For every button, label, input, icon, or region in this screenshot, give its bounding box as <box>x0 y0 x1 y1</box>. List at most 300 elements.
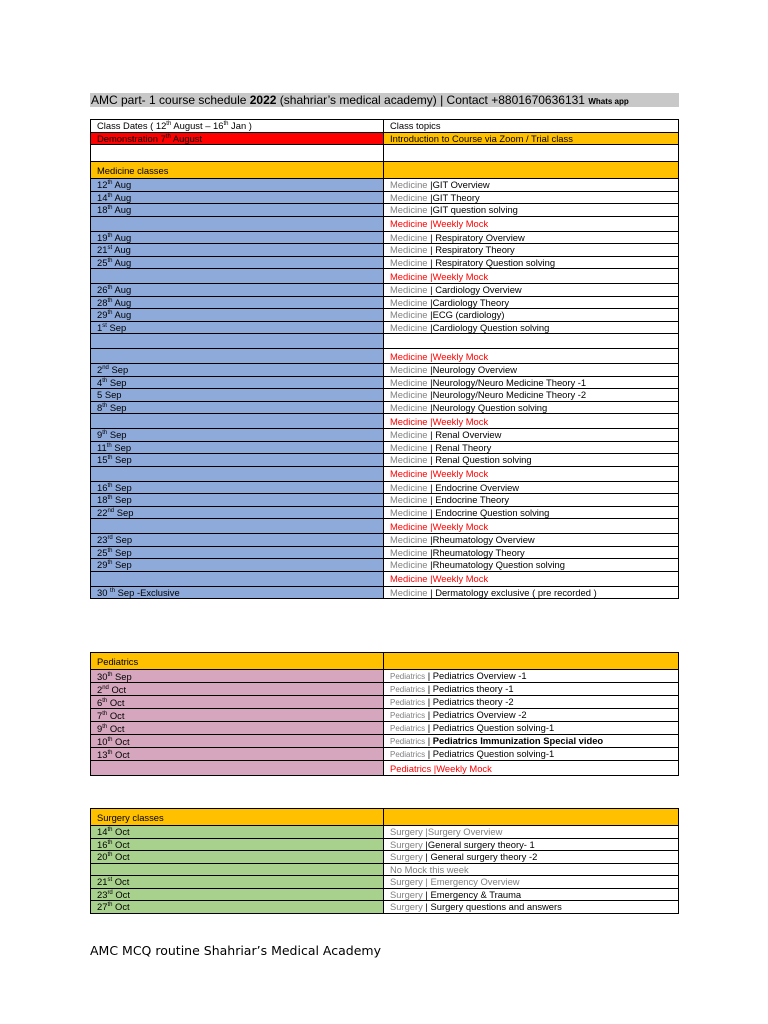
subject-label: Medicine <box>390 350 428 362</box>
topic-text: Cardiology Question solving <box>432 321 550 333</box>
topic-text: Weekly Mock <box>432 270 489 282</box>
class-date <box>91 851 384 864</box>
class-date <box>91 683 384 696</box>
class-topic <box>384 571 679 586</box>
date-month: Aug <box>112 191 132 203</box>
class-date <box>91 559 384 572</box>
class-topic <box>384 191 679 204</box>
date-ordinal: th <box>107 205 113 212</box>
schedule-row <box>91 709 679 722</box>
schedule-row <box>91 256 679 269</box>
topic-text: GIT question solving <box>432 204 518 216</box>
schedule-row <box>91 481 679 494</box>
date-number: 30 <box>97 670 108 682</box>
date-number: 5 Sep <box>97 389 122 401</box>
class-topic <box>384 364 679 377</box>
topic-text: Weekly Mock <box>432 218 489 229</box>
separator: | <box>425 735 433 746</box>
topic-text: GIT Theory <box>432 191 480 203</box>
schedule-row <box>91 826 679 839</box>
class-topic <box>384 722 679 735</box>
date-number: 8 <box>97 401 103 413</box>
topic-text: Emergency Overview <box>430 876 520 888</box>
date-number: 19 <box>97 231 108 243</box>
subject-label: Medicine <box>390 179 428 191</box>
separator: | <box>427 296 433 308</box>
separator: | <box>427 429 436 441</box>
class-topic <box>384 376 679 389</box>
subject-label: Medicine <box>390 481 428 493</box>
schedule-row <box>91 231 679 244</box>
class-date <box>91 670 384 683</box>
class-date <box>91 506 384 519</box>
date-number: 29 <box>97 309 108 321</box>
subject-label: Medicine <box>390 586 428 598</box>
date-number: 28 <box>97 296 108 308</box>
subject-label: Medicine <box>390 415 428 427</box>
class-topic <box>384 888 679 901</box>
subject-label: Medicine <box>390 401 428 413</box>
class-date <box>91 296 384 309</box>
date-month: Sep <box>114 506 134 518</box>
class-topic <box>384 863 679 876</box>
demo-row <box>91 132 679 145</box>
topic-text: Surgery questions and answers <box>430 901 562 913</box>
topic-text: Pediatrics Immunization Special video <box>432 735 604 746</box>
topic-text: Cardiology Theory <box>432 296 510 308</box>
date-number: 25 <box>97 546 108 558</box>
class-topic <box>384 321 679 334</box>
class-topic <box>384 709 679 722</box>
class-topic <box>384 901 679 914</box>
subject-label: Medicine <box>390 218 428 229</box>
date-number: 18 <box>97 494 108 506</box>
class-dates-header: Class Dates ( 12th August – 16th Jan ) <box>91 120 384 133</box>
separator: | <box>425 709 433 720</box>
class-topic <box>384 481 679 494</box>
topic-text: Rheumatology Theory <box>432 546 525 558</box>
topic-text: ECG (cardiology) <box>432 309 505 321</box>
class-date <box>91 256 384 269</box>
subject-label: Medicine <box>390 364 428 376</box>
date-ordinal: th <box>106 442 112 449</box>
topic-text: Dermatology exclusive ( pre recorded ) <box>435 586 597 598</box>
schedule-row <box>91 534 679 547</box>
schedule-row <box>91 334 679 349</box>
separator: | <box>427 415 433 427</box>
separator: | <box>422 826 428 838</box>
date-ordinal: th <box>107 180 113 187</box>
topic-text: Rheumatology Overview <box>432 534 535 546</box>
topic-text: Renal Theory <box>435 441 492 453</box>
date-month: Sep <box>106 321 127 333</box>
class-topic <box>384 179 679 192</box>
subject-label: Medicine <box>390 270 428 282</box>
topic-text: Weekly Mock <box>432 520 489 532</box>
class-topic <box>384 838 679 851</box>
class-topic <box>384 761 679 776</box>
date-ordinal: th <box>107 827 113 834</box>
date-ordinal: th <box>107 310 113 317</box>
date-month: Sep <box>112 454 132 466</box>
class-date <box>91 546 384 559</box>
subject-label: Medicine <box>390 321 428 333</box>
class-date <box>91 231 384 244</box>
schedule-row <box>91 216 679 231</box>
date-ordinal: th <box>107 671 113 678</box>
topic-text: Neurology Question solving <box>432 401 548 413</box>
class-topic <box>384 559 679 572</box>
class-date <box>91 876 384 889</box>
topic-text: Respiratory Theory <box>435 244 515 256</box>
date-ordinal: th <box>102 723 108 730</box>
date-number: 30 <box>97 586 111 598</box>
date-ordinal: nd <box>102 684 109 691</box>
schedule-row <box>91 244 679 257</box>
separator: | <box>427 256 436 268</box>
date-ordinal: th <box>107 560 113 567</box>
class-topic <box>384 414 679 429</box>
section-header-surgery: Surgery classes <box>91 809 679 826</box>
class-date <box>91 389 384 402</box>
class-date <box>91 761 384 776</box>
subject-label: Medicine <box>390 429 428 441</box>
separator: | <box>425 696 433 707</box>
date-month: Oct <box>112 888 130 900</box>
date-month: Aug <box>112 244 131 256</box>
date-number: 21 <box>97 244 108 256</box>
class-topic <box>384 851 679 864</box>
separator: | <box>427 481 436 493</box>
schedule-row <box>91 296 679 309</box>
date-month: Aug <box>112 256 132 268</box>
date-ordinal: rd <box>107 535 113 542</box>
schedule-row <box>91 401 679 414</box>
topic-text: Neurology Overview <box>432 364 517 376</box>
class-topic <box>384 735 679 748</box>
subject-label: Medicine <box>390 309 428 321</box>
topic-text: Weekly Mock <box>432 350 489 362</box>
topic-text: Endocrine Theory <box>435 494 510 506</box>
spacer-row <box>91 145 679 162</box>
schedule-row <box>91 284 679 297</box>
class-date <box>91 216 384 231</box>
class-topic <box>384 876 679 889</box>
date-ordinal: th <box>107 455 113 462</box>
date-month: Oct <box>108 683 127 695</box>
intro-topic: Introduction to Course via Zoom / Trial class <box>384 132 679 145</box>
date-month: Sep <box>112 481 132 493</box>
class-topic <box>384 296 679 309</box>
separator: | <box>431 762 437 774</box>
schedule-row <box>91 321 679 334</box>
schedule-row <box>91 494 679 507</box>
subject-label: Medicine <box>390 468 428 479</box>
separator: | <box>427 179 433 191</box>
subject-label: Medicine <box>390 296 428 308</box>
schedule-row <box>91 851 679 864</box>
class-topics-header: Class topics <box>384 120 679 133</box>
date-month: Aug <box>112 284 132 296</box>
subject-label: Medicine <box>390 534 428 546</box>
subject-label: Pediatrics <box>390 685 426 694</box>
date-number: 1 <box>97 321 103 333</box>
date-ordinal: th <box>107 257 113 264</box>
date-month: Oct <box>112 735 130 747</box>
date-ordinal: nd <box>107 507 115 514</box>
topic-text: Respiratory Question solving <box>435 256 556 268</box>
topic-text: Endocrine Overview <box>435 481 520 493</box>
schedule-row <box>91 559 679 572</box>
class-topic <box>384 748 679 761</box>
date-ordinal: th <box>110 587 116 594</box>
date-ordinal: th <box>107 839 113 846</box>
separator: | <box>427 494 436 506</box>
class-topic <box>384 256 679 269</box>
schedule-row <box>91 441 679 454</box>
schedule-row <box>91 191 679 204</box>
date-number: 25 <box>97 256 108 268</box>
date-number: 11 <box>97 441 107 453</box>
date-month: Aug <box>112 309 132 321</box>
date-month: Sep -Exclusive <box>115 586 180 598</box>
topic-text: Pediatrics theory -1 <box>432 683 514 694</box>
date-month: Sep <box>112 546 132 558</box>
subject-label: Surgery <box>390 851 423 863</box>
date-number: 4 <box>97 376 103 388</box>
schedule-row <box>91 506 679 519</box>
date-number: 15 <box>97 454 108 466</box>
separator: | <box>427 204 433 216</box>
schedule-row <box>91 901 679 914</box>
date-month: Aug <box>112 296 132 308</box>
class-date <box>91 838 384 851</box>
class-date <box>91 494 384 507</box>
date-month: Oct <box>107 709 125 721</box>
class-date <box>91 321 384 334</box>
separator: | <box>427 364 433 376</box>
class-topic <box>384 826 679 839</box>
class-date <box>91 586 384 599</box>
class-date <box>91 376 384 389</box>
topic-text: GIT Overview <box>432 179 490 191</box>
date-month: Sep <box>112 534 133 546</box>
class-topic <box>384 349 679 364</box>
date-ordinal: st <box>102 322 107 329</box>
class-date <box>91 571 384 586</box>
date-month: Oct <box>107 696 125 708</box>
schedule-row <box>91 269 679 284</box>
subject-label: Pediatrics <box>390 737 426 746</box>
subject-label: Surgery <box>390 888 423 900</box>
class-date <box>91 722 384 735</box>
date-month: Sep <box>112 494 132 506</box>
class-date <box>91 429 384 442</box>
date-month: Oct <box>112 851 130 863</box>
date-ordinal: th <box>107 902 113 909</box>
subject-label: Medicine <box>390 573 428 584</box>
class-topic <box>384 534 679 547</box>
subject-label: Surgery <box>390 838 423 850</box>
class-date <box>91 284 384 297</box>
date-ordinal: th <box>102 402 108 409</box>
separator: | <box>422 851 431 863</box>
date-month: Oct <box>112 748 130 760</box>
class-topic <box>384 216 679 231</box>
date-number: 16 <box>97 838 108 850</box>
date-ordinal: th <box>107 232 113 239</box>
date-month: Aug <box>112 179 132 191</box>
schedule-row <box>91 454 679 467</box>
date-number: 9 <box>97 429 103 441</box>
topic-text: Emergency & Trauma <box>430 888 522 900</box>
topic-text: Pediatrics Question solving-1 <box>432 722 555 733</box>
class-date <box>91 709 384 722</box>
class-topic <box>384 519 679 534</box>
date-ordinal: th <box>102 430 108 437</box>
separator: | <box>427 506 436 518</box>
subject-label: Medicine <box>390 454 428 466</box>
separator: | <box>427 309 433 321</box>
date-number: 6 <box>97 696 103 708</box>
class-topic <box>384 494 679 507</box>
date-number: 16 <box>97 481 108 493</box>
class-date <box>91 888 384 901</box>
date-number: 26 <box>97 284 108 296</box>
schedule-row <box>91 179 679 192</box>
topic-text: General surgery theory- 1 <box>427 838 535 850</box>
class-date <box>91 414 384 429</box>
date-month: Oct <box>112 901 130 913</box>
date-ordinal: rd <box>107 889 113 896</box>
class-date <box>91 863 384 876</box>
date-ordinal: th <box>102 377 108 384</box>
class-date <box>91 191 384 204</box>
date-ordinal: th <box>107 547 113 554</box>
medicine-schedule-table <box>90 119 679 599</box>
date-month: Aug <box>112 204 132 216</box>
section-header-medicine: Medicine classes <box>91 162 679 179</box>
schedule-row <box>91 838 679 851</box>
date-number: 14 <box>97 191 108 203</box>
schedule-row <box>91 364 679 377</box>
class-topic <box>384 586 679 599</box>
topic-text: Pediatrics theory -2 <box>432 696 514 707</box>
separator: | <box>425 683 433 694</box>
date-ordinal: th <box>107 297 113 304</box>
separator: | <box>427 376 433 388</box>
date-month: Oct <box>112 838 130 850</box>
class-topic <box>384 269 679 284</box>
schedule-row <box>91 349 679 364</box>
whatsapp-label: Whats app <box>588 97 629 106</box>
schedule-row <box>91 586 679 599</box>
subject-label: Medicine <box>390 244 428 256</box>
date-ordinal: th <box>107 285 113 292</box>
separator: | <box>427 270 433 282</box>
section-header-pediatrics: Pediatrics <box>91 653 679 670</box>
separator: | <box>422 876 431 888</box>
class-date <box>91 466 384 481</box>
topic-text: No Mock this week <box>390 863 469 875</box>
subject-label: Pediatrics <box>390 724 426 733</box>
surgery-schedule-table <box>90 808 679 914</box>
class-topic <box>384 309 679 322</box>
date-ordinal: th <box>102 697 108 704</box>
schedule-row <box>91 863 679 876</box>
schedule-row <box>91 670 679 683</box>
date-number: 29 <box>97 559 108 571</box>
separator: | <box>427 441 436 453</box>
date-ordinal: th <box>107 852 113 859</box>
class-topic <box>384 429 679 442</box>
topic-text: Pediatrics Overview -1 <box>432 670 527 681</box>
separator: | <box>422 888 431 900</box>
separator: | <box>427 559 433 571</box>
date-month: Aug <box>112 231 132 243</box>
schedule-row <box>91 722 679 735</box>
date-number: 2 <box>97 364 103 376</box>
subject-label: Pediatrics <box>390 672 426 681</box>
date-number: 20 <box>97 851 108 863</box>
date-number: 12 <box>97 179 108 191</box>
subject-label: Surgery <box>390 826 423 838</box>
class-topic <box>384 546 679 559</box>
class-topic <box>384 334 679 349</box>
date-number: 23 <box>97 888 108 900</box>
subject-label: Pediatrics <box>390 750 426 759</box>
schedule-row <box>91 888 679 901</box>
date-ordinal: st <box>107 877 113 884</box>
date-month: Sep <box>107 401 127 413</box>
class-date <box>91 901 384 914</box>
separator: | <box>427 244 436 256</box>
subject-label: Medicine <box>390 520 428 532</box>
subject-label: Medicine <box>390 256 428 268</box>
separator: | <box>427 546 433 558</box>
footer-title: AMC MCQ routine Shahriar’s Medical Academy <box>90 943 381 958</box>
class-date <box>91 481 384 494</box>
subject-label: Pediatrics <box>390 698 426 707</box>
separator: | <box>427 534 433 546</box>
date-ordinal: th <box>107 482 113 489</box>
subject-label: Medicine <box>390 389 428 401</box>
pediatrics-schedule-table <box>90 652 679 776</box>
schedule-row <box>91 876 679 889</box>
class-date <box>91 696 384 709</box>
class-topic <box>384 401 679 414</box>
class-date <box>91 269 384 284</box>
class-topic <box>384 231 679 244</box>
schedule-row <box>91 519 679 534</box>
date-number: 13 <box>97 748 108 760</box>
subject-label: Surgery <box>390 876 423 888</box>
demonstration-date: Demonstration 7th August <box>91 132 384 145</box>
date-ordinal: st <box>107 245 113 252</box>
class-date <box>91 735 384 748</box>
separator: | <box>427 218 433 229</box>
date-number: 27 <box>97 901 108 913</box>
class-date <box>91 534 384 547</box>
subject-label: Medicine <box>390 506 428 518</box>
date-number: 18 <box>97 204 108 216</box>
subject-label: Medicine <box>390 376 428 388</box>
separator: | <box>427 321 433 333</box>
date-month: Sep <box>112 670 132 682</box>
topic-text: Renal Question solving <box>435 454 532 466</box>
class-date <box>91 454 384 467</box>
schedule-row <box>91 429 679 442</box>
